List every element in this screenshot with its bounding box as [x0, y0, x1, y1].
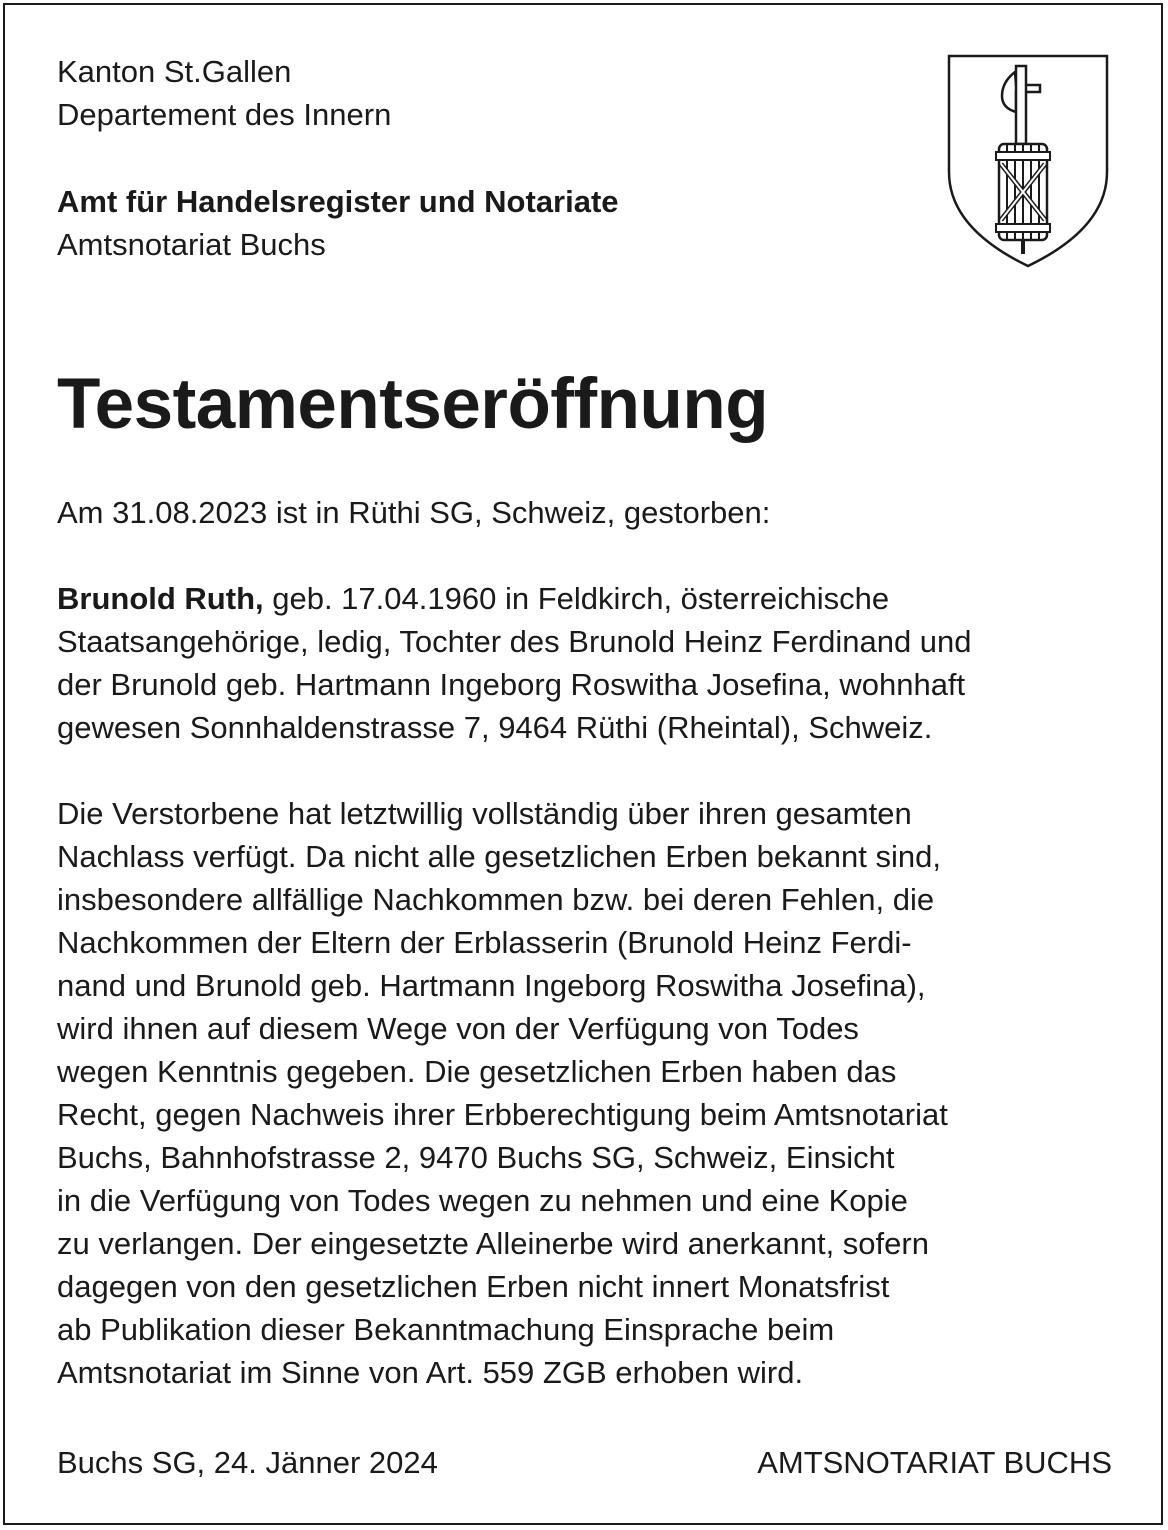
- notariat-name: Amtsnotariat Buchs: [57, 227, 326, 262]
- issuer-header: [57, 50, 877, 266]
- notice-line: Nachkommen der Eltern der Erblasserin (Brunold Heinz Ferdi-: [57, 925, 912, 960]
- notice-line: Recht, gegen Nachweis ihrer Erbberechtigung beim Amtsnotariat: [57, 1097, 948, 1132]
- deceased-line-1: Brunold Ruth, geb. 17.04.1960 in Feldkirch, österreichische: [57, 581, 890, 616]
- intro-paragraph: Am 31.08.2023 ist in Rüthi SG, Schweiz, gestorben:: [57, 495, 771, 530]
- office-name: Amt für Handelsregister und Notariate: [57, 184, 619, 219]
- notice-line: zu verlangen. Der eingesetzte Alleinerbe wird anerkannt, sofern: [57, 1226, 929, 1261]
- notice-paragraph: [57, 792, 1127, 1394]
- notice-line: ab Publikation dieser Bekanntmachung Einsprache beim: [57, 1312, 835, 1347]
- st-gallen-coat-of-arms-icon: [945, 52, 1111, 270]
- notice-line: insbesondere allfällige Nachkommen bzw. bei deren Fehlen, die: [57, 882, 935, 917]
- footer: [57, 1441, 1112, 1484]
- notice-line: nand und Brunold geb. Hartmann Ingeborg Roswitha Josefina),: [57, 968, 926, 1003]
- deceased-name: Brunold Ruth,: [57, 581, 264, 616]
- department-name: Departement des Innern: [57, 97, 392, 132]
- notice-line: dagegen von den gesetzlichen Erben nicht innert Monatsfrist: [57, 1269, 890, 1304]
- page-title: Testamentseröffnung: [57, 365, 769, 444]
- notice-body: [57, 491, 1127, 1437]
- deceased-line: gewesen Sonnhaldenstrasse 7, 9464 Rüthi (Rheintal), Schweiz.: [57, 710, 933, 745]
- deceased-paragraph: [57, 577, 1127, 749]
- notice-line: wird ihnen auf diesem Wege von der Verfügung von Todes: [57, 1011, 859, 1046]
- deceased-line: der Brunold geb. Hartmann Ingeborg Roswitha Josefina, wohnhaft: [57, 667, 966, 702]
- notice-line: Amtsnotariat im Sinne von Art. 559 ZGB erhoben wird.: [57, 1355, 804, 1390]
- notice-line: in die Verfügung von Todes wegen zu nehmen und eine Kopie: [57, 1183, 908, 1218]
- notice-line: Buchs, Bahnhofstrasse 2, 9470 Buchs SG, Schweiz, Einsicht: [57, 1140, 895, 1175]
- place-and-date: Buchs SG, 24. Jänner 2024: [57, 1445, 438, 1480]
- notice-line: Nachlass verfügt. Da nicht alle gesetzlichen Erben bekannt sind,: [57, 839, 941, 874]
- canton-name: Kanton St.Gallen: [57, 54, 292, 89]
- signature: AMTSNOTARIAT BUCHS: [757, 1445, 1112, 1480]
- notice-line: wegen Kenntnis gegeben. Die gesetzlichen Erben haben das: [57, 1054, 897, 1089]
- notice-line: Die Verstorbene hat letztwillig vollständig über ihren gesamten: [57, 796, 912, 831]
- deceased-line: Staatsangehörige, ledig, Tochter des Brunold Heinz Ferdinand und: [57, 624, 972, 659]
